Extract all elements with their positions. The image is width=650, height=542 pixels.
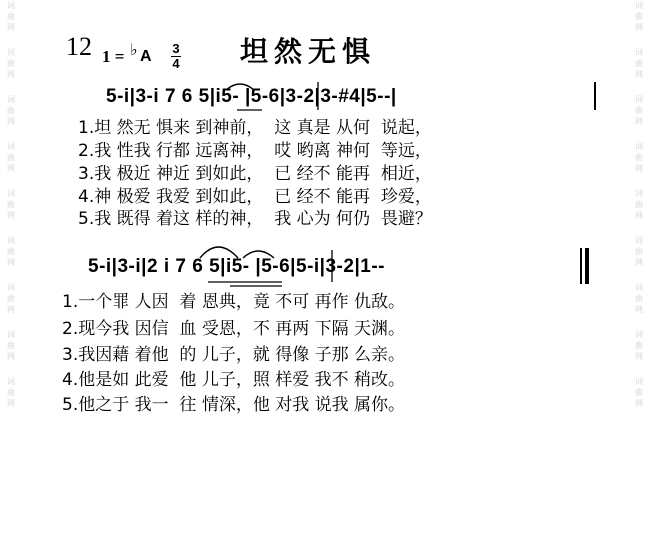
lyric-line-1-verse-4: 4.神 极爱 我爱 到如此， 已 经不 能再 珍爱， — [78, 187, 432, 207]
watermark-text: 词 曲 网 — [7, 48, 15, 79]
time-signature-top: 3 — [172, 41, 180, 56]
watermark-left — [4, 0, 18, 423]
barline-end-1 — [594, 82, 596, 110]
notation-row-2: 5-i|3-i|2 i 7 6 5|i5- |5-6|5-i|3-2|1-- — [88, 256, 385, 277]
watermark-text: 词 曲 网 — [635, 236, 643, 267]
watermark-text: 词 曲 网 — [635, 95, 643, 126]
watermark-text: 词 曲 网 — [635, 330, 643, 361]
hymn-number: 12 — [66, 32, 92, 61]
lyric-line-2-verse-5: 5.他之于 我一 往 情深，他 对我 说我 属你。 — [62, 395, 406, 415]
lyric-line-1-verse-5: 5.我 既得 着这 样的神， 我 心为 何仍 畏避？ — [78, 209, 432, 229]
key-letter: A — [140, 48, 152, 65]
watermark-text: 词 曲 网 — [7, 142, 15, 173]
key-signature-label: 1 = — [102, 47, 125, 66]
watermark-right — [632, 0, 646, 423]
watermark-text: 词 曲 网 — [635, 48, 643, 79]
lyric-line-1-verse-2: 2.我 性我 行都 远离神， 哎 哟离 神何 等远， — [78, 141, 432, 161]
final-barline-thin — [580, 248, 582, 284]
watermark-text: 词 曲 网 — [635, 283, 643, 314]
watermark-text: 词 曲 网 — [7, 189, 15, 220]
final-barline-thick — [585, 248, 589, 284]
notation-row-1: 5-i|3-i 7 6 5|i5- |5-6|3-2|3-#4|5--| — [106, 86, 397, 107]
lyric-line-2-verse-3: 3.我因藉 着他 的 儿子，就 得像 子那 么亲。 — [62, 345, 406, 365]
lyric-line-1-verse-1: 1.坦 然无 惧来 到神前， 这 真是 从何 说起， — [78, 118, 432, 138]
watermark-text: 词 曲 网 — [635, 189, 643, 220]
hymn-title: 坦然无惧 — [240, 35, 377, 68]
lyric-line-2-verse-1: 1.一个罪 人因 着 恩典，竟 不可 再作 仇敌。 — [62, 292, 406, 312]
watermark-text: 词 曲 网 — [635, 377, 643, 408]
watermark-text: 词 曲 网 — [7, 377, 15, 408]
time-signature — [170, 42, 182, 71]
watermark-text: 词 曲 网 — [7, 236, 15, 267]
watermark-text: 词 曲 网 — [7, 1, 15, 32]
watermark-text: 词 曲 网 — [7, 95, 15, 126]
lyric-line-2-verse-2: 2.现今我 因信 血 受恩，不 再两 下隔 天渊。 — [62, 319, 406, 339]
flat-icon: ♭ — [130, 40, 138, 59]
lyric-line-1-verse-3: 3.我 极近 神近 到如此， 已 经不 能再 相近， — [78, 164, 432, 184]
watermark-text: 词 曲 网 — [7, 283, 15, 314]
lyric-line-2-verse-4: 4.他是如 此爱 他 儿子，照 样爱 我不 稍改。 — [62, 370, 406, 390]
time-signature-bottom: 4 — [172, 56, 180, 71]
watermark-text: 词 曲 网 — [7, 330, 15, 361]
watermark-text: 词 曲 网 — [635, 142, 643, 173]
watermark-text: 词 曲 网 — [635, 1, 643, 32]
